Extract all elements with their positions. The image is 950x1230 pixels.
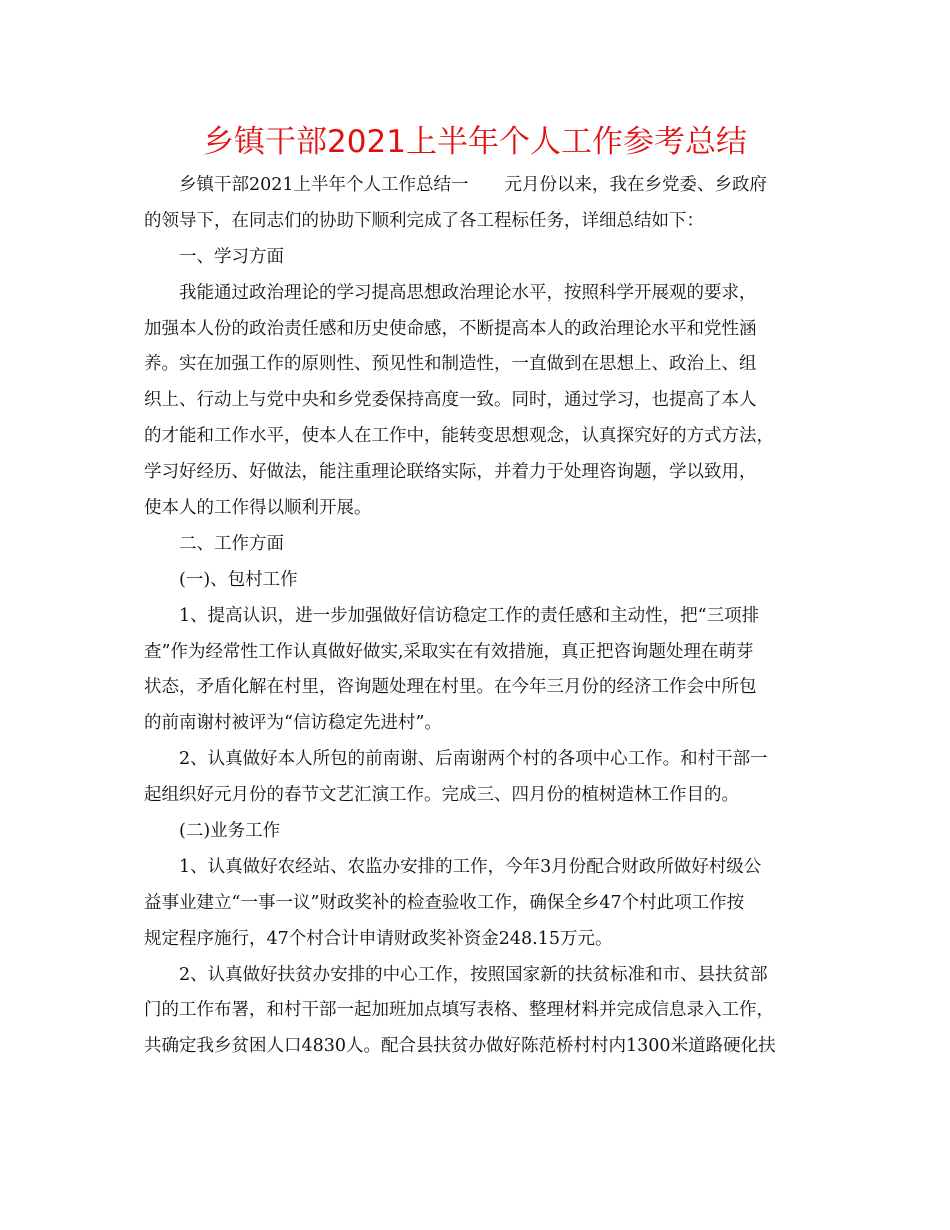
paragraph-line: 查”作为经常性工作认真做好做实,采取实在有效措施，真正把咨询题处理在萌芽 bbox=[144, 641, 754, 662]
section-heading: 二、工作方面 bbox=[179, 533, 284, 554]
paragraph-line: 状态，矛盾化解在村里，咨询题处理在村里。在今年三月份的经济工作会中所包 bbox=[144, 677, 757, 698]
paragraph-line: 使本人的工作得以顺利开展。 bbox=[144, 498, 372, 519]
document-body bbox=[144, 168, 804, 1065]
document-title: 乡镇干部2021上半年个人工作参考总结 bbox=[203, 124, 747, 160]
paragraph-line: 益事业建立“一事一议”财政奖补的检查验收工作，确保全乡47个村此项工作按 bbox=[144, 892, 745, 913]
line-text-tail: 元月份以来，我在乡党委、乡政府 bbox=[504, 175, 768, 195]
paragraph-line: 2、认真做好扶贫办安排的中心工作，按照国家新的扶贫标准和市、县扶贫部 bbox=[179, 964, 768, 985]
paragraph-line: 的才能和工作水平，使本人在工作中，能转变思想观念，认真探究好的方式方法， bbox=[144, 426, 774, 447]
paragraph-line bbox=[144, 168, 804, 204]
subsection-heading: (一)、包村工作 bbox=[179, 569, 298, 590]
paragraph-line: 2、认真做好本人所包的前南谢、后南谢两个村的各项中心工作。和村干部一 bbox=[179, 749, 768, 770]
paragraph-line: 共确定我乡贫困人口4830人。配合县扶贫办做好陈范桥村村内1300米道路硬化扶 bbox=[144, 1036, 776, 1057]
subsection-heading: (二)业务工作 bbox=[179, 821, 281, 842]
paragraph-line: 织上、行动上与党中央和乡党委保持高度一致。同时，通过学习，也提高了本人 bbox=[144, 390, 757, 411]
paragraph-line: 1、提高认识，进一步加强做好信访稳定工作的责任感和主动性，把“三项排 bbox=[179, 605, 760, 626]
section-heading: 一、学习方面 bbox=[179, 246, 284, 267]
paragraph-line: 养。实在加强工作的原则性、预见性和制造性，一直做到在思想上、政治上、组 bbox=[144, 354, 757, 375]
paragraph-line: 的领导下，在同志们的协助下顺利完成了各工程标任务，详细总结如下： bbox=[144, 210, 704, 231]
paragraph-line: 门的工作布署，和村干部一起加班加点填写表格、整理材料并完成信息录入工作， bbox=[144, 1000, 774, 1021]
line-text: 乡镇干部2021上半年个人工作总结一 bbox=[179, 175, 469, 195]
paragraph-line: 加强本人份的政治责任感和历史使命感，不断提高本人的政治理论水平和党性涵 bbox=[144, 318, 757, 339]
paragraph-line: 我能通过政治理论的学习提高思想政治理论水平，按照科学开展观的要求， bbox=[179, 282, 757, 303]
paragraph-line: 学习好经历、好做法，能注重理论联络实际，并着力于处理咨询题，学以致用， bbox=[144, 462, 757, 483]
paragraph-line: 的前南谢村被评为“信访稳定先进村”。 bbox=[144, 713, 442, 734]
paragraph-line: 起组织好元月份的春节文艺汇演工作。完成三、四月份的植树造林工作目的。 bbox=[144, 785, 739, 806]
paragraph-line: 规定程序施行，47个村合计申请财政奖补资金248.15万元。 bbox=[144, 928, 613, 949]
paragraph-line: 1、认真做好农经站、农监办安排的工作，今年3月份配合财政所做好村级公 bbox=[179, 856, 762, 877]
